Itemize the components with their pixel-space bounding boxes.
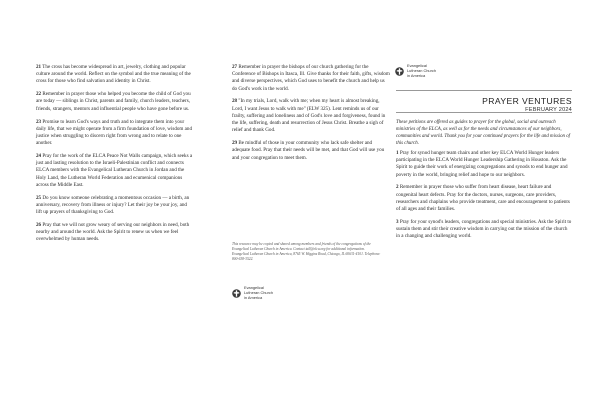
logo-line-2: Lutheran Church	[244, 289, 273, 295]
logo-wordmark	[407, 64, 436, 79]
prayer-entry	[232, 64, 390, 93]
entry-number: 26	[36, 221, 42, 228]
entry-text: The cross has become widespread in art, jewelry, clothing and popular culture around the world. Reflect on the symbol and the true meaning of the cross for those who find salvation and identity in Christ.	[36, 64, 191, 85]
prayer-entry	[36, 153, 194, 189]
logo-wordmark	[244, 286, 273, 301]
logo-line-1: Evangelical	[244, 285, 264, 290]
prayer-column-1	[36, 64, 194, 249]
logo-line-3: in America	[407, 72, 426, 78]
entry-text: Remember in prayer those who helped you become the child of God you are today — siblings in Christ, parents and family, church leaders, teachers, friends, strangers, mentors and influential people who have gone before us.	[36, 91, 191, 112]
intro-paragraph: These petitions are offered as guides to prayer for the global, social and outreach ministries of the ELCA, as well as for the needs and circumstances of our neighbors, communities and world. Thank you for your continued prayers for the life and mission of this church.	[396, 120, 571, 146]
entry-number: 2	[396, 184, 399, 191]
entry-text: Pray that we will not grow weary of serving our neighbors in need, both nearby and around the world. Ask the Spirit to renew us when we feel overwhelmed by human needs.	[36, 221, 190, 243]
prayer-entry	[36, 64, 194, 86]
entry-number: 22	[36, 91, 42, 98]
prayer-column-3	[396, 150, 572, 246]
entry-number: 27	[232, 64, 238, 70]
divider-top	[396, 90, 572, 91]
logo-line-3: in America	[244, 294, 263, 300]
prayer-entry	[36, 119, 194, 148]
entry-text: Pray for the work of the ELCA Peace Not Walls campaign, which seeks a just and lasting resolution to the Israeli-Palestinian conflict and connects ELCA members with the Evangelical Lutheran Church in Jordan and the Holy Land, the Lutheran World Federation and ecumenical companions across the Middle East.	[36, 152, 193, 188]
logo-line-2: Lutheran Church	[407, 67, 436, 73]
elca-cross-icon	[395, 67, 404, 76]
copyright-notice: This resource may be copied and shared among members and friends of the congregations of the Evangelical Lutheran Church in America. Contact tall@elca.org for additional information. Evangelical Lutheran Church in America, 8765 W. Higgins Road, Chicago, IL 60631-4101. Telephone: 800-638-3522.	[232, 242, 381, 262]
prayer-entry	[36, 222, 194, 244]
prayer-entry	[396, 184, 572, 213]
elca-cross-icon	[232, 289, 241, 298]
divider-bottom	[396, 112, 572, 113]
entry-number: 21	[36, 64, 42, 70]
prayer-entry	[36, 195, 194, 217]
issue-date: FEBRUARY 2024	[525, 107, 572, 113]
prayer-entry	[232, 98, 390, 134]
entry-number: 29	[232, 140, 238, 147]
entry-text: Pray for synod hunger team chairs and other key ELCA World Hunger leaders participating in the ELCA World Hunger Leadership Gathering in Houston. Ask the Spirit to guide their work of energizing congregations and synods to end hunger and poverty in the world, bringing relief and hope to our neighbors.	[396, 150, 568, 178]
entry-number: 3	[396, 218, 399, 225]
logo-line-1: Evangelical	[407, 63, 427, 68]
prayer-column-2	[232, 64, 390, 167]
entry-text: Promise to learn God's ways and truth and to integrate them into your daily life, that we might operate from a firm foundation of love, wisdom and justice when struggling to discern right from wrong and to relate to one another.	[36, 118, 193, 147]
entry-number: 25	[36, 194, 42, 201]
entry-text: Remember in prayer the bishops of our church gathering for the Conference of Bishops in Itasca, Ill. Give thanks for their faith, gifts, wisdom and diverse perspectives, which God uses to benefit the church and help us do God's work in the world.	[232, 64, 390, 92]
page-title: PRAYER VENTURES	[482, 96, 572, 106]
entry-number: 23	[36, 118, 42, 125]
prayer-entry	[36, 91, 194, 113]
prayer-entry	[396, 219, 572, 241]
entry-number: 24	[36, 152, 42, 159]
prayer-entry	[396, 150, 572, 179]
elca-logo-bottom	[232, 286, 273, 301]
entry-text: "In my trials, Lord, walk with me; when my heart is almost breaking, Lord, I want Jesus to walk with me" (ELW 325). Lent reminds us of our frailty, suffering and loneliness and of God's love and forgiveness, found in the life, suffering, death and resurrection of Jesus Christ. Breathe a sigh of relief and thank God.	[232, 98, 386, 134]
entry-number: 28	[232, 98, 238, 105]
entry-number: 1	[396, 150, 399, 156]
entry-text: Pray for your synod's leaders, congregations and special ministries. Ask the Spirit to sustain them and stir their creative wisdom in carrying out the mission of the church in a changing and challenging world.	[396, 218, 572, 240]
entry-text: Remember in prayer those who suffer from heart disease, heart failure and congenital heart defects. Pray for the doctors, nurses, surgeons, care providers, researchers and chaplains who provide treatment, care and encouragement to patients of all ages and their families.	[396, 184, 570, 213]
entry-text: Be mindful of those in your community who lack safe shelter and adequate food. Pray that their needs will be met, and that God will use you and your congregation to meet them.	[232, 140, 385, 161]
prayer-entry	[232, 140, 390, 162]
masthead	[396, 96, 572, 113]
elca-logo-top	[395, 64, 436, 79]
entry-text: Do you know someone celebrating a momentous occasion — a birth, an anniversary, recovery from illness or injury? Let their joy be your joy, and lift up prayers of thanksgiving to God.	[36, 194, 190, 216]
